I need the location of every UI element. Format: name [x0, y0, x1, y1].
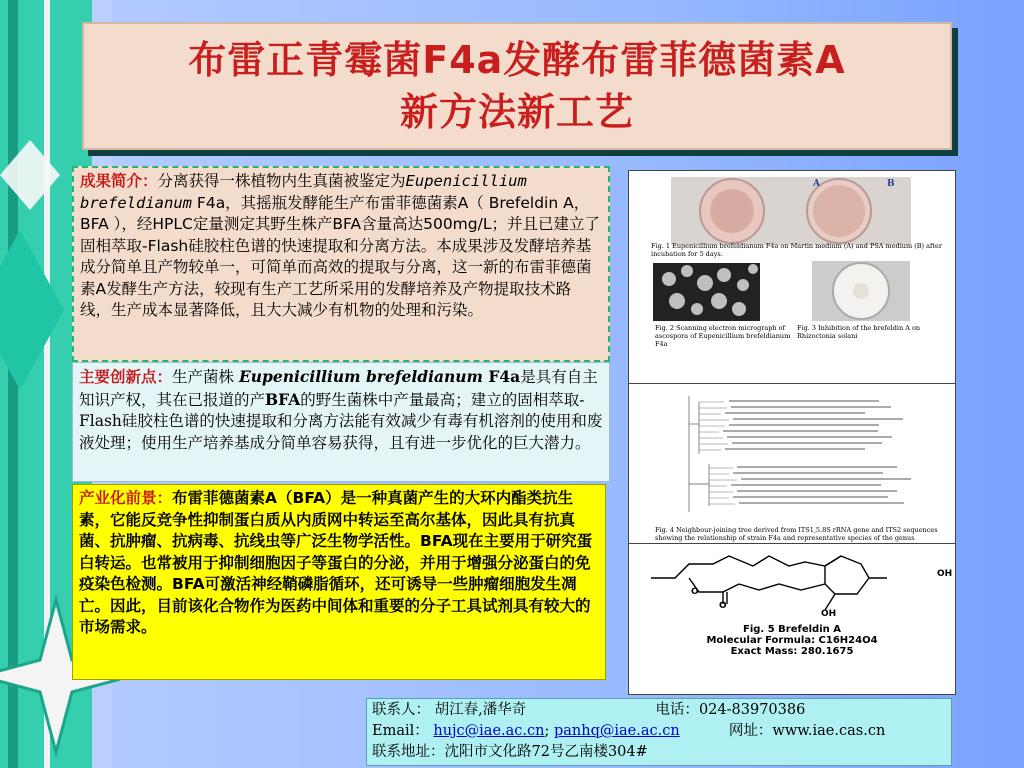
innovation-text-c: 的野生菌株中产量最高；建立的固相萃取-Flash硅胶柱色谱的快速提取和分离方法能有效减少有毒有机溶剂的使用和废液处理；使用生产培养基成分简单容易获得，且有进一步优化的巨大潜力。	[79, 390, 603, 452]
contact-box	[366, 698, 952, 766]
innovation-text-a: 生产菌株	[172, 368, 239, 386]
title-banner	[82, 22, 952, 150]
mol-oh-bottom: OH	[821, 609, 837, 619]
page-title-line2: 新方法新工艺	[399, 90, 634, 134]
achievement-label: 成果简介：	[80, 172, 158, 190]
innovation-bfa: BFA	[265, 389, 301, 409]
achievement-text-a: 分离获得一株植物内生真菌被鉴定为	[157, 172, 406, 190]
fig5-caption: Fig. 5 Brefeldin A	[743, 624, 841, 635]
innovation-label: 主要创新点：	[79, 367, 173, 386]
mol-o-carbonyl: O	[719, 601, 727, 611]
contact-address: 沈阳市文化路72号乙南楼304#	[444, 744, 648, 760]
colony-a	[710, 189, 754, 233]
achievement-text-b: F4a，其摇瓶发酵能生产布雷菲德菌素A（ Brefeldin A，BFA ），经HPLC定量测定其野生株产BFA含量高达500mg/L；并且已建立了固相萃取-Flash硅胶柱色谱的快速提取和分离方法。本成果涉及发酵培养基成分简单且产物较单一，可简单而高效的提取与分离，这一新的布雷菲德菌素A发酵生产方法，较现有生产工艺所采用的发酵培养及产物提取技术路线，生产成本显著降低，且大大减少有机物的处理和污染。	[80, 193, 600, 319]
email-link-1[interactable]: hujc@iae.ac.cn	[433, 723, 545, 739]
brefeldin-structure	[629, 544, 955, 624]
email-separator: ;	[544, 723, 550, 739]
figure-panel-molecule	[628, 543, 956, 695]
figure-panel-1	[628, 170, 956, 388]
innovation-species: Eupenicillium brefeldianum	[238, 367, 483, 386]
innovation-strain: F4a	[482, 367, 521, 386]
plate-label-b: B	[887, 179, 895, 189]
industry-label: 产业化前景：	[79, 489, 173, 507]
molecular-formula: Molecular Formula: C16H24O4	[706, 635, 878, 646]
fig3-caption: Fig. 3 Inhibition of the brefeldin A on Rhizoctonia solani	[797, 324, 921, 340]
contact-phone: 024-83970386	[698, 702, 806, 718]
mol-oh-top: OH	[937, 569, 953, 579]
contact-email-label: Email：	[372, 723, 429, 739]
contact-phone-label: 电话：	[655, 702, 699, 718]
contact-person: 胡江春,潘华奇	[434, 702, 527, 718]
contact-line-3	[372, 742, 946, 763]
innovation-text-b: 是具有自主知识产权，其在已报道的产	[79, 368, 598, 409]
contact-person-label: 联系人：	[372, 702, 430, 718]
achievement-panel	[72, 166, 610, 362]
fig2-caption: Fig. 2 Scanning electron micrograph of ascospora of Eupenicillium brefeldianum F4a	[655, 324, 791, 348]
contact-address-label: 联系地址：	[372, 744, 445, 760]
email-link-2[interactable]: panhq@iae.ac.cn	[553, 723, 680, 739]
figure-panel-phylo	[628, 383, 956, 555]
fig1-caption: Fig. 1 Eupenicillium brefeldianum F4a on Martin medium (A) and PSA medium (B) after incubation for 5 days.	[651, 242, 942, 258]
industry-text: 布雷菲德菌素A（BFA）是一种真菌产生的大环内酯类抗生素，它能反竞争性抑制蛋白质从内质网中转运至高尔基体，因此具有抗真菌、抗肿瘤、抗病毒、抗线虫等广泛生物学活性。BFA现在主要用于研究蛋白转运。也常被用于抑制细胞因子等蛋白的分泌，并用于增强分泌蛋白的免疫染色检测。BFA可激活神经鞘磷脂循环，还可诱导一些肿瘤细胞发生凋亡。因此，目前该化合物作为医药中间体和重要的分子工具试剂具有较大的市场需求。	[79, 489, 593, 636]
inhibition-zone	[853, 283, 869, 299]
achievement-species: Eupenicillium brefeldianum	[80, 172, 527, 212]
mol-o-ring: O	[691, 587, 699, 597]
exact-mass: Exact Mass: 280.1675	[730, 646, 854, 657]
innovation-panel	[72, 362, 610, 482]
plate-label-a: A	[813, 179, 820, 189]
contact-line-2	[372, 721, 946, 742]
industry-panel	[72, 484, 606, 680]
contact-web-label: 网址：	[728, 723, 773, 739]
page-title-line1: 布雷正青霉菌F4a发酵布雷菲德菌素A	[188, 38, 846, 82]
fig4-caption: Fig. 4 Neighbour-joining tree derived from ITS1,5.8S rRNA gene and ITS2 sequences showing the relationship of strain F4a and representative species of the genus	[655, 526, 938, 542]
colony-b	[813, 185, 865, 237]
contact-web[interactable]: www.iae.cas.cn	[772, 723, 886, 739]
figure-images	[629, 171, 955, 387]
contact-line-1	[372, 700, 946, 721]
phylogenetic-tree	[629, 384, 955, 524]
